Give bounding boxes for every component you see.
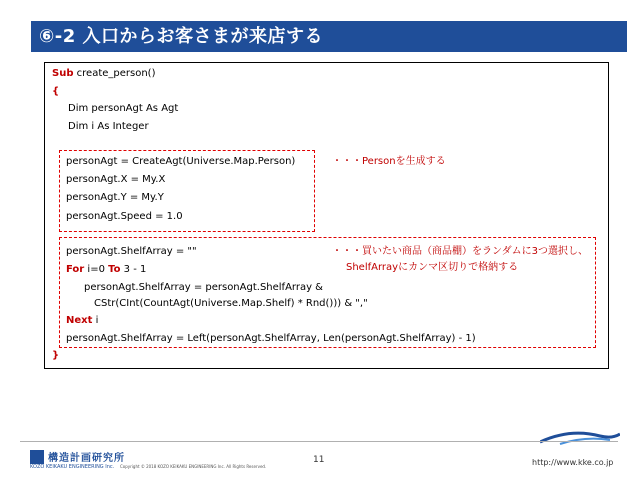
keyword-next: Next [66,315,93,326]
page-number: 11 [313,455,325,465]
code-line-speed: personAgt.Speed = 1.0 [66,211,183,222]
next-var: i [92,315,99,326]
company-logo-text: 構造計画研究所 [48,453,125,464]
copyright-text: Copyright © 2018 KOZO KEIKAKU ENGINEERING Inc. All Rights Reserved. [120,464,267,469]
close-brace: } [52,350,60,361]
keyword-for: For [66,264,85,275]
code-line-create: personAgt = CreateAgt(Universe.Map.Person) [66,156,296,167]
company-url: http://www.kke.co.jp [532,458,614,467]
company-logo-subtext: KOZO KEIKAKU ENGINEERING Inc. [30,464,115,470]
code-line-append: personAgt.ShelfArray = personAgt.ShelfArray & [84,282,323,293]
sub-signature: create_person() [73,68,156,79]
code-line-shelf-init: personAgt.ShelfArray = "" [66,246,197,257]
code-line-trim: personAgt.ShelfArray = Left(personAgt.ShelfArray, Len(personAgt.ShelfArray) - 1) [66,333,476,344]
code-line-sub [52,68,156,80]
comment-shelf-1: ・・・買いたい商品（商品棚）をランダムに3つ選択し、 [332,246,588,257]
code-line-dim2: Dim i As Integer [68,121,149,132]
code-line-dim1: Dim personAgt As Agt [68,103,179,114]
footer-divider [20,441,618,442]
slide-title: ⑥-2 入口からお客さまが来店する [31,21,627,52]
code-line-for [66,264,146,276]
code-line-next [66,315,98,327]
for-init: i=0 [84,264,109,275]
comment-create: ・・・Personを生成する [332,156,446,167]
comment-shelf-2: ShelfArrayにカンマ区切りで格納する [346,262,519,273]
keyword-sub: Sub [52,68,74,79]
for-bound: 3 - 1 [120,264,147,275]
code-line-cstr: CStr(CInt(CountAgt(Universe.Map.Shelf) * Rnd())) & "," [94,298,368,309]
keyword-to: To [108,264,121,275]
code-line-x: personAgt.X = My.X [66,174,166,185]
company-logo-icon [30,450,44,464]
brand-swoosh-icon [540,428,620,448]
code-line-y: personAgt.Y = My.Y [66,192,164,203]
open-brace: { [52,86,60,97]
